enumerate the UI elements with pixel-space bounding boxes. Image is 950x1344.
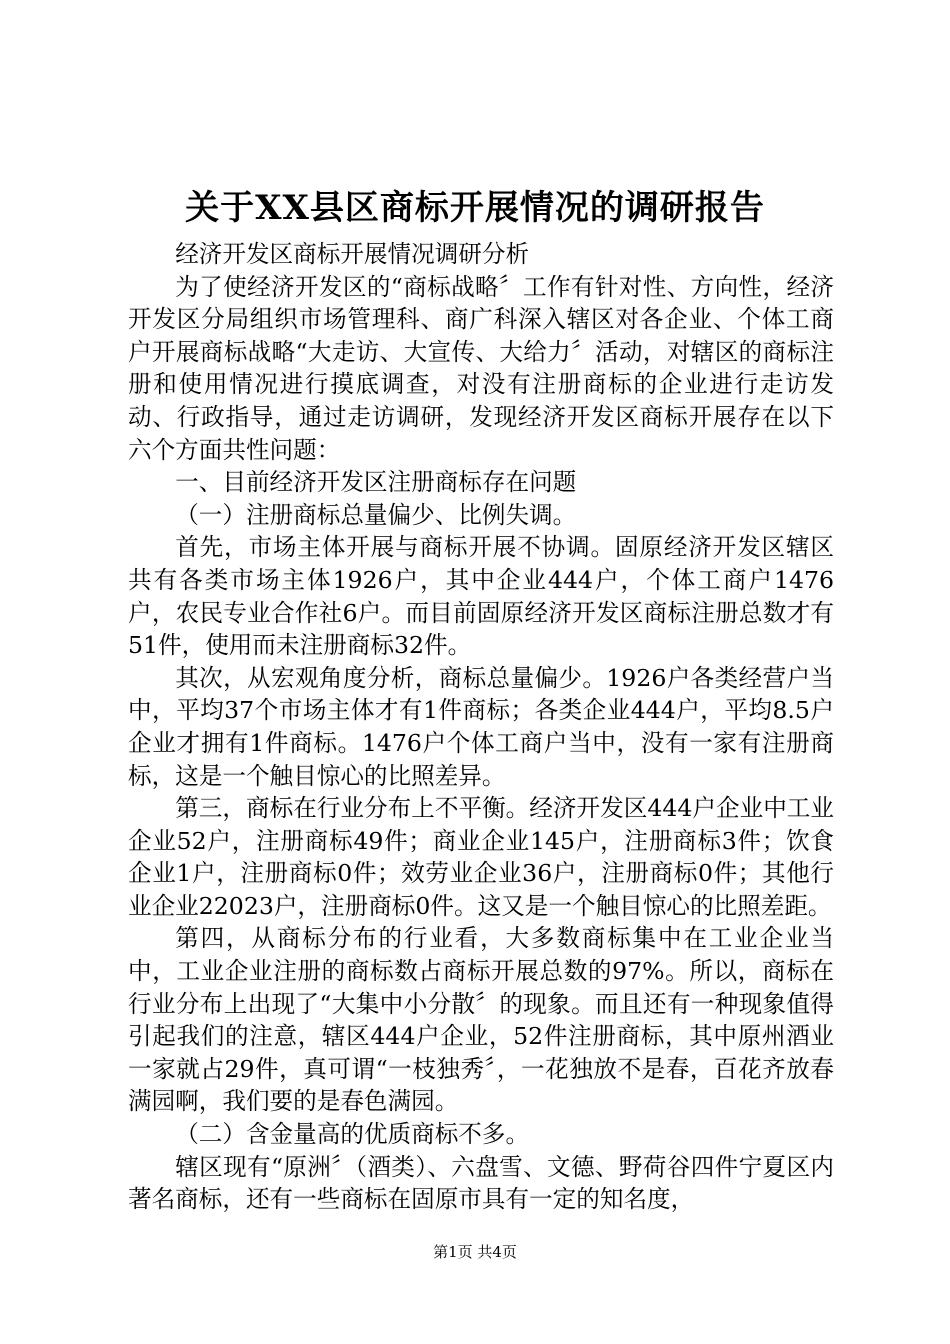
paragraph-third: 第三，商标在行业分布上不平衡。经济开发区444户企业中工业企业52户，注册商标49件；商业企业145户，注册商标3件；饮食企业1户，注册商标0件；效劳业企业36户，注册商标0件；其他行业企业22023户，注册商标0件。这又是一个触目惊心的比照差距。 <box>128 794 834 920</box>
page-number-footer: 第1页 共4页 <box>433 1243 517 1261</box>
paragraph-brands: 辖区现有“原洲〞（酒类）、六盘雪、文德、野荷谷四件宁夏区内著名商标，还有一些商标在固原市具有一定的知名度， <box>128 1152 834 1214</box>
document-body <box>128 238 834 1216</box>
subsection-heading-1: （一）注册商标总量偏少、比例失调。 <box>175 500 577 529</box>
paragraph-subtitle: 经济开发区商标开展情况调研分析 <box>175 240 530 268</box>
subsection-heading-2: （二）含金量高的优质商标不多。 <box>175 1120 530 1149</box>
paragraph-first: 首先，市场主体开展与商标开展不协调。固原经济开发区辖区共有各类市场主体1926户，其中企业444户，个体工商户1476户，农民专业合作社6户。而目前固原经济开发区商标注册总数才有51件，使用而未注册商标32件。 <box>128 533 834 660</box>
paragraph-fourth: 第四，从商标分布的行业看，大多数商标集中在工业企业当中，工业企业注册的商标数占商标开展总数的97%。所以，商标在行业分布上出现了“大集中小分散〞的现象。而且还有一种现象值得引起我们的注意，辖区444户企业，52件注册商标，其中原州酒业一家就占29件，真可谓“一枝独秀〞，一花独放不是春，百花齐放春满园啊，我们要的是春色满园。 <box>128 924 834 1116</box>
paragraph-second: 其次，从宏观角度分析，商标总量偏少。1926户各类经营户当中，平均37个市场主体才有1件商标；各类企业444户，平均8.5户企业才拥有1件商标。1476户个体工商户当中，没有一家有注册商标，这是一个触目惊心的比照差异。 <box>128 663 834 790</box>
section-heading-1: 一、目前经济开发区注册商标存在问题 <box>175 468 577 497</box>
paragraph-intro: 为了使经济开发区的“商标战略〞工作有针对性、方向性，经济开发区分局组织市场管理科、商广科深入辖区对各企业、个体工商户开展商标战略“大走访、大宣传、大给力〞活动，对辖区的商标注册和使用情况进行摸底调查，对没有注册商标的企业进行走访发动、行政指导，通过走访调研，发现经济开发区商标开展存在以下六个方面共性问题： <box>128 272 834 464</box>
document-title: 关于XX县区商标开展情况的调研报告 <box>185 188 765 228</box>
